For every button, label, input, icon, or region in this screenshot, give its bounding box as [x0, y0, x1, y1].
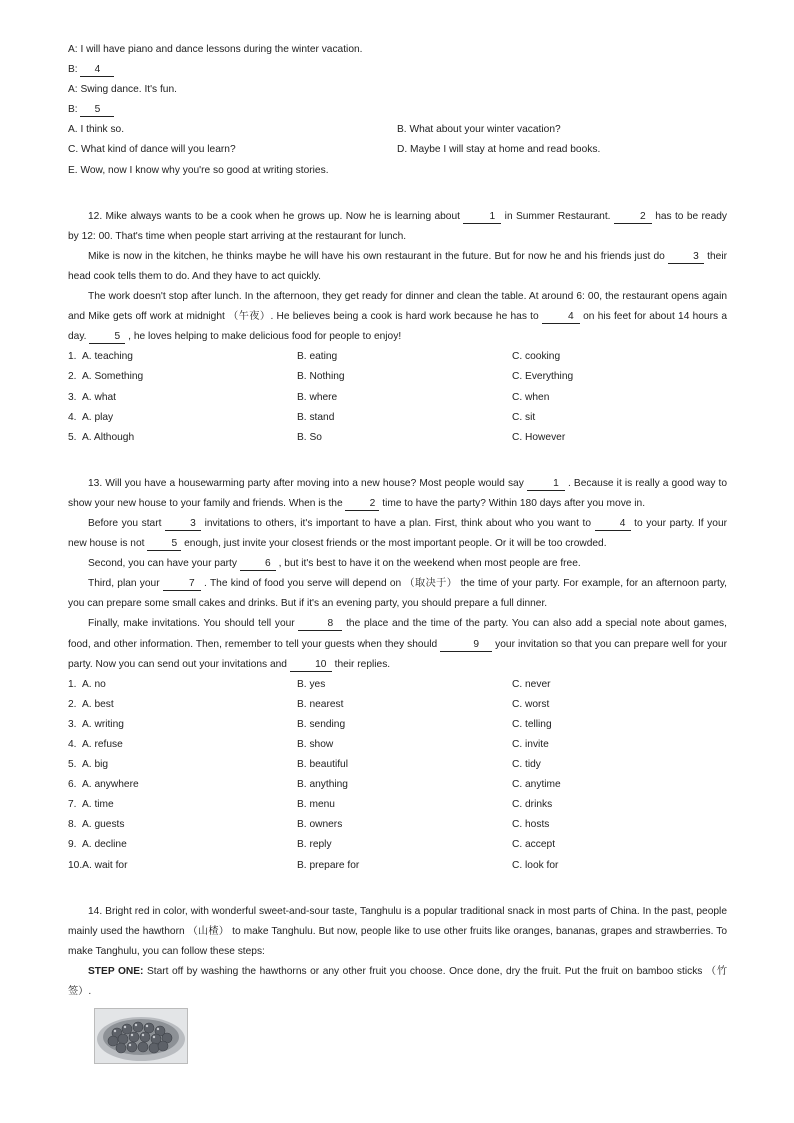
option-a[interactable] [68, 675, 297, 695]
passage-paragraph [68, 614, 727, 674]
option-item[interactable]: A. I think so. [68, 124, 125, 136]
option-b[interactable]: B. yes [297, 678, 326, 690]
option-item[interactable]: C. What kind of dance will you learn? [68, 144, 236, 156]
text-run: in Summer Restaurant. [501, 210, 614, 222]
passage-paragraph [68, 962, 727, 1002]
text-run: Third, plan your [88, 578, 163, 590]
passage-paragraph [68, 207, 727, 247]
option-text: A. wait for [82, 859, 128, 871]
option-number: 7. [68, 799, 77, 811]
text-run: to your party. If your new house is not [68, 517, 728, 550]
passage-paragraph [68, 514, 727, 554]
option-text: A. best [82, 698, 114, 710]
option-number: 9. [68, 839, 77, 851]
answer-blank[interactable]: 5 [147, 537, 181, 551]
option-a[interactable] [68, 428, 297, 448]
option-c[interactable]: C. Everything [512, 371, 574, 383]
dialogue-line [68, 100, 727, 120]
option-number: 4. [68, 411, 77, 423]
text-run: your invitation so that you can prepare well for your party. Now you can send out your invitations and [68, 638, 727, 670]
option-c[interactable]: C. never [512, 678, 551, 690]
answer-blank[interactable]: 4 [542, 310, 580, 324]
option-number: 5. [68, 431, 77, 443]
text-run: . Because it is really a good way to show your new house to your family and friends. When is the [68, 477, 728, 509]
q13-options [68, 675, 727, 876]
option-c[interactable]: C. anytime [512, 779, 561, 791]
option-c[interactable]: C. tidy [512, 759, 541, 771]
option-b[interactable]: B. Nothing [297, 371, 345, 383]
dialogue-line: A: Swing dance. It's fun. [68, 84, 177, 96]
option-b[interactable]: B. reply [297, 839, 332, 851]
option-number: 1. [68, 678, 77, 690]
option-b[interactable]: B. beautiful [297, 759, 348, 771]
option-c[interactable]: C. accept [512, 839, 556, 851]
option-a[interactable] [68, 715, 297, 735]
passage-paragraph [68, 287, 727, 347]
option-b[interactable]: B. show [297, 739, 334, 750]
hawthorn-bowl-image [94, 1008, 188, 1064]
question-13 [68, 474, 727, 876]
option-number: 1. [68, 351, 77, 363]
passage-paragraph [68, 247, 727, 287]
option-number: 2. [68, 371, 77, 383]
answer-blank[interactable]: 3 [668, 250, 704, 264]
option-c[interactable]: C. However [512, 431, 566, 443]
answer-blank[interactable]: 1 [463, 210, 501, 224]
option-number: 8. [68, 819, 77, 831]
answer-blank[interactable]: 2 [345, 497, 379, 511]
option-number: 10. [68, 859, 83, 871]
option-a[interactable] [68, 408, 297, 428]
speaker-label: B: [68, 104, 81, 116]
option-number: 5. [68, 759, 77, 771]
option-b[interactable]: B. eating [297, 351, 338, 363]
text-run: on his feet for about 14 hours a day. [68, 311, 727, 343]
text-run: their replies. [331, 658, 391, 670]
option-item[interactable]: E. Wow, now I know why you're so good at writing stories. [68, 164, 329, 176]
option-number: 3. [68, 391, 77, 403]
answer-blank[interactable]: 5 [80, 103, 114, 117]
speaker-label: B: [68, 64, 81, 76]
step-text: Start off by washing the hawthorns or any other fruit you choose. Once done, dry the fruit. Put the fruit on bamboo sticks （竹签）. [68, 965, 728, 998]
option-number: 2. [68, 698, 77, 710]
text-run: , but it's best to have it on the weekend when most people are free. [275, 558, 581, 570]
dialogue-line: A: I will have piano and dance lessons during the winter vacation. [68, 44, 363, 55]
option-c[interactable]: C. cooking [512, 351, 561, 363]
option-text: A. time [82, 799, 114, 811]
option-text: A. no [82, 678, 106, 690]
option-text: A. teaching [82, 351, 133, 363]
option-item[interactable]: D. Maybe I will stay at home and read books. [397, 144, 601, 156]
text-run: 12. Mike always wants to be a cook when he grows up. Now he is learning about [88, 210, 464, 222]
dialogue-line [68, 60, 727, 80]
option-b[interactable]: B. stand [297, 411, 335, 423]
option-text: A. Something [82, 371, 144, 383]
option-a[interactable] [68, 695, 297, 715]
text-run: Second, you can have your party [88, 558, 240, 570]
step-label: STEP ONE: [88, 965, 144, 977]
answer-blank[interactable]: 4 [595, 517, 631, 531]
option-a[interactable] [68, 815, 297, 835]
answer-blank[interactable]: 6 [240, 557, 276, 571]
text-run: . The kind of food you serve will depend on （取决于） the time of your party. For example, for an afternoon party, you can prepare some small cakes and drinks. But if it's an evening party, you should prepare a full dinner. [68, 578, 727, 610]
option-a[interactable] [68, 347, 297, 367]
dialogue-section [68, 40, 727, 181]
answer-blank[interactable]: 8 [298, 617, 342, 631]
option-a[interactable] [68, 856, 297, 876]
text-run: time to have the party? Within 180 days after you move in. [379, 497, 646, 509]
option-text: A. what [82, 391, 116, 403]
answer-blank[interactable]: 9 [440, 638, 492, 652]
option-a[interactable] [68, 755, 297, 775]
option-item[interactable]: B. What about your winter vacation? [397, 124, 561, 136]
option-b[interactable]: B. prepare for [297, 859, 360, 871]
option-c[interactable]: C. when [512, 391, 550, 403]
option-c[interactable]: C. sit [512, 411, 536, 423]
option-text: A. Although [82, 431, 135, 443]
answer-blank[interactable]: 5 [89, 330, 125, 344]
text-run: Finally, make invitations. You should tell your [88, 618, 299, 630]
option-text: A. anywhere [82, 779, 139, 791]
option-a[interactable] [68, 795, 297, 815]
answer-blank[interactable]: 2 [614, 210, 652, 224]
option-b[interactable]: B. So [297, 431, 322, 443]
option-a[interactable] [68, 775, 297, 795]
passage-paragraph [68, 574, 727, 614]
text-run: The work doesn't stop after lunch. In the afternoon, they get ready for dinner and clean the table. At around 6: 00, the restaurant opens again and Mike gets off work at midnight （午夜）. He believes being a cook is hard work because he has to [68, 291, 727, 323]
option-c[interactable]: C. telling [512, 718, 552, 730]
option-number: 4. [68, 739, 77, 750]
answer-blank[interactable]: 3 [165, 517, 201, 531]
question-14 [68, 902, 727, 1064]
option-b[interactable]: B. nearest [297, 698, 344, 710]
text-run: Mike is now in the kitchen, he thinks maybe he will have his own restaurant in the future. But for now he and his friends just do [88, 250, 668, 262]
option-b[interactable]: B. owners [297, 819, 343, 831]
option-number: 6. [68, 779, 77, 791]
hawthorn-illustration [95, 1009, 187, 1063]
option-text: A. decline [82, 839, 127, 851]
text-run: has to be ready by 12: 00. That's time when people start arriving at the restaurant for lunch. [68, 210, 728, 242]
option-c[interactable]: C. invite [512, 739, 549, 750]
question-12 [68, 207, 727, 448]
option-a[interactable] [68, 835, 297, 855]
option-b[interactable]: B. menu [297, 799, 335, 811]
option-text: A. writing [82, 718, 124, 730]
answer-blank[interactable]: 10 [290, 658, 332, 672]
text-run: their head cook tells them to do. And they have to act quickly. [68, 250, 727, 282]
text-run: Before you start [88, 517, 166, 529]
dialogue-options [68, 120, 727, 180]
option-a[interactable] [68, 367, 297, 387]
option-c[interactable]: C. worst [512, 698, 550, 710]
option-c[interactable]: C. drinks [512, 799, 553, 811]
passage-paragraph [68, 474, 727, 514]
answer-blank[interactable]: 4 [80, 63, 114, 77]
option-c[interactable]: C. look for [512, 859, 559, 871]
option-text: A. refuse [82, 739, 123, 750]
passage-paragraph: 14. Bright red in color, with wonderful sweet-and-sour taste, Tanghulu is a popular traditional snack in most parts of China. In the past, people mainly used the hawthorn （山楂） to make Tanghulu. But now, people like to use other fruits like oranges, bananas, grapes and strawberries. To make Tanghulu, you can follow these steps: [68, 905, 727, 957]
text-run: 13. Will you have a housewarming party after moving into a new house? Most people would say [88, 477, 527, 489]
q12-options [68, 347, 727, 447]
option-a[interactable] [68, 388, 297, 408]
option-number: 3. [68, 718, 77, 730]
option-b[interactable]: B. sending [297, 718, 346, 730]
text-run: enough, just invite your closest friends or the most important people. Or it will be too crowded. [181, 538, 607, 550]
option-a[interactable] [68, 735, 297, 755]
text-run: invitations to others, it's important to have a plan. First, think about who you want to [201, 517, 595, 529]
option-b[interactable]: B. where [297, 391, 338, 403]
passage-paragraph [68, 554, 727, 574]
option-c[interactable]: C. hosts [512, 819, 550, 831]
option-text: A. guests [82, 819, 125, 831]
answer-blank[interactable]: 1 [527, 477, 565, 491]
text-run: , he loves helping to make delicious food for people to enjoy! [125, 331, 402, 343]
answer-blank[interactable]: 7 [163, 577, 201, 591]
option-text: A. big [82, 759, 109, 771]
worksheet-page [68, 40, 727, 1064]
option-text: A. play [82, 411, 114, 423]
option-b[interactable]: B. anything [297, 779, 348, 791]
text-run: the place and the time of the party. You can also add a special note about games, food, and other information. Then, remember to tell your guests when they should [68, 618, 727, 650]
